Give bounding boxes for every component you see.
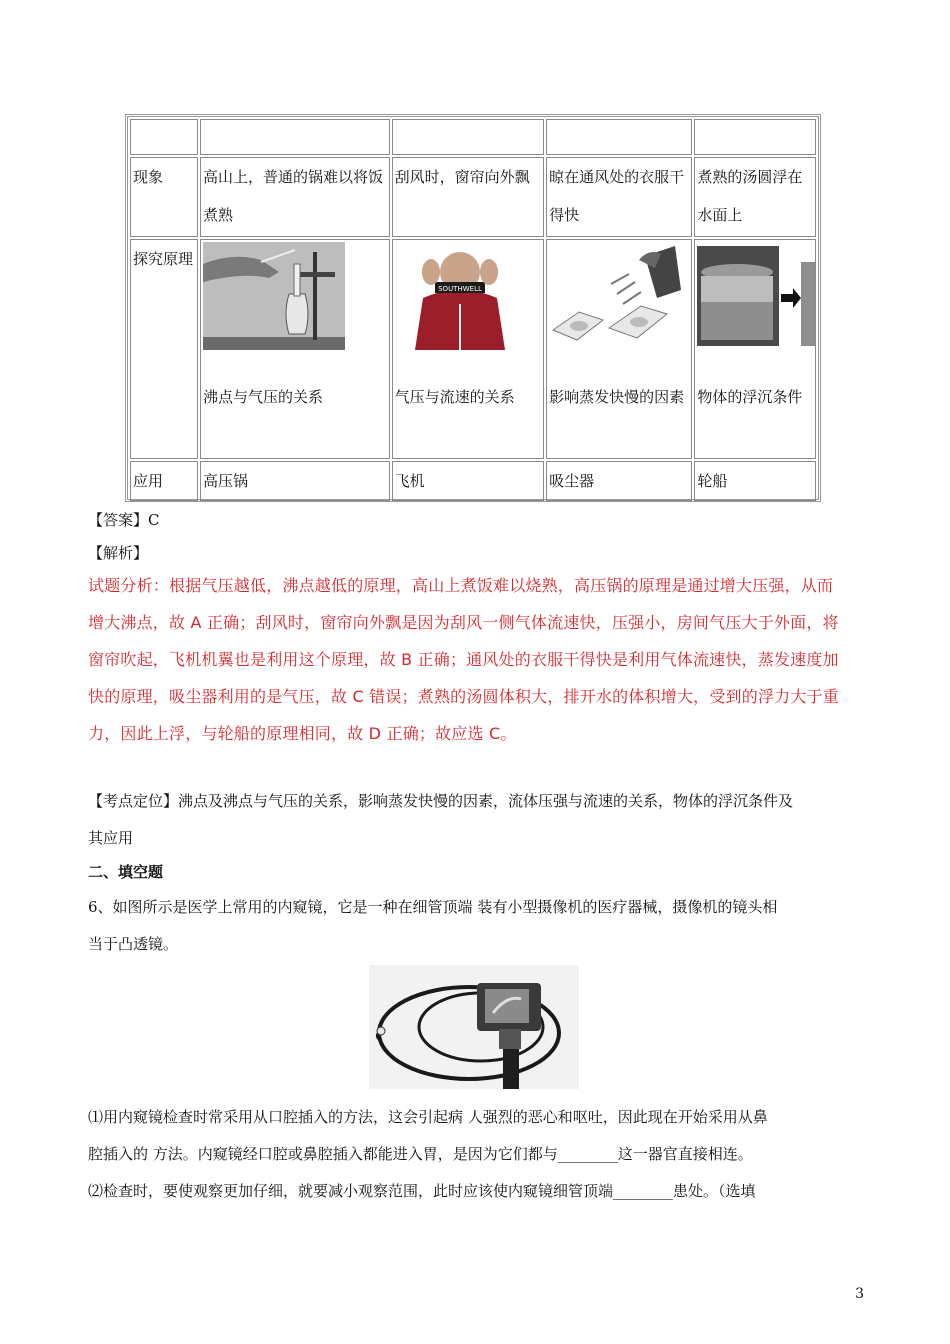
principle-text: 影响蒸发快慢的因素 bbox=[549, 388, 685, 406]
kaodian-line: 其应用 bbox=[88, 829, 134, 847]
question-line: 当于凸透镜。 bbox=[88, 935, 179, 953]
table-cell bbox=[694, 239, 816, 459]
image-paper-text: SOUTHWELL bbox=[437, 285, 482, 293]
row-label: 探究原理 bbox=[130, 239, 198, 459]
question-part-line: ⑵检查时，要使观察更加仔细，就要减小观察范围，此时应该使内窥镜细管顶端________患处。（选填 bbox=[88, 1182, 756, 1200]
row-label: 现象 bbox=[130, 157, 198, 237]
table-cell: 煮熟的汤圆浮在水面上 bbox=[694, 157, 816, 237]
analysis-line: 增大沸点，故 A 正确；刮风时，窗帘向外飘是因为刮风一侧气体流速快，压强小，房间气压大于外面，将 bbox=[88, 613, 839, 632]
phenomenon-row bbox=[130, 157, 816, 237]
principle-row bbox=[130, 239, 816, 459]
header-cell bbox=[392, 119, 544, 155]
table-cell: 轮船 bbox=[694, 461, 816, 501]
header-cell bbox=[546, 119, 692, 155]
table-cell: 高压锅 bbox=[200, 461, 390, 501]
table-cell bbox=[200, 239, 390, 459]
answer-line: 【答案】C bbox=[88, 511, 160, 529]
header-cell bbox=[200, 119, 390, 155]
question-part-line: ⑴用内窥镜检查时常采用从口腔插入的方法，这会引起病 人强烈的恶心和呕吐，因此现在开始采用从鼻 bbox=[88, 1108, 768, 1126]
kaodian-line: 【考点定位】沸点及沸点与气压的关系，影响蒸发快慢的因素，流体压强与流速的关系，物体的浮沉条件及 bbox=[88, 792, 794, 810]
table-cell bbox=[392, 239, 544, 459]
header-cell bbox=[694, 119, 816, 155]
comparison-table bbox=[125, 114, 821, 502]
principle-text: 沸点与气压的关系 bbox=[203, 388, 324, 406]
table-cell bbox=[546, 239, 692, 459]
dumplings-floating-photo bbox=[697, 242, 816, 350]
person-blowing-paper-photo bbox=[395, 242, 525, 350]
analysis-line: 力，因此上浮，与轮船的原理相同，故 D 正确；故应选 C。 bbox=[88, 724, 517, 743]
endoscope-photo bbox=[369, 965, 579, 1089]
analysis-line: 快的原理，吸尘器利用的是气压，故 C 错误；煮熟的汤圆体积大，排开水的体积增大，受到的浮力大于重 bbox=[88, 687, 839, 706]
evaporation-experiment-photo bbox=[549, 242, 685, 350]
analysis-label: 【解析】 bbox=[88, 544, 149, 562]
table-cell: 刮风时，窗帘向外飘 bbox=[392, 157, 544, 237]
page-number: 3 bbox=[855, 1286, 864, 1302]
table-cell: 飞机 bbox=[392, 461, 544, 501]
table-cell: 吸尘器 bbox=[546, 461, 692, 501]
principle-text: 物体的浮沉条件 bbox=[697, 388, 803, 406]
question-part-line: 腔插入的 方法。内窥镜经口腔或鼻腔插入都能进入胃，是因为它们都与________这一器官直接相连。 bbox=[88, 1145, 753, 1163]
question-line: 6、如图所示是医学上常用的内窥镜，它是一种在细管顶端 装有小型摄像机的医疗器械，摄像机的镜头相 bbox=[88, 898, 778, 916]
table-cell: 晾在通风处的衣服干得快 bbox=[546, 157, 692, 237]
table-cell: 高山上，普通的锅难以将饭煮熟 bbox=[200, 157, 390, 237]
analysis-line: 试题分析：根据气压越低，沸点越低的原理，高山上煮饭难以烧熟，高压锅的原理是通过增大压强，从而 bbox=[88, 576, 834, 595]
row-label: 应用 bbox=[130, 461, 198, 501]
application-row bbox=[130, 461, 816, 501]
principle-text: 气压与流速的关系 bbox=[394, 388, 515, 406]
section-title: 二、填空题 bbox=[88, 863, 164, 881]
analysis-line: 窗帘吹起，飞机机翼也是利用这个原理，故 B 正确；通风处的衣服干得快是利用气体流速快，蒸发速度加 bbox=[88, 650, 839, 669]
boiling-flask-photo bbox=[203, 242, 345, 350]
table-header-row bbox=[130, 119, 816, 155]
header-cell bbox=[130, 119, 198, 155]
